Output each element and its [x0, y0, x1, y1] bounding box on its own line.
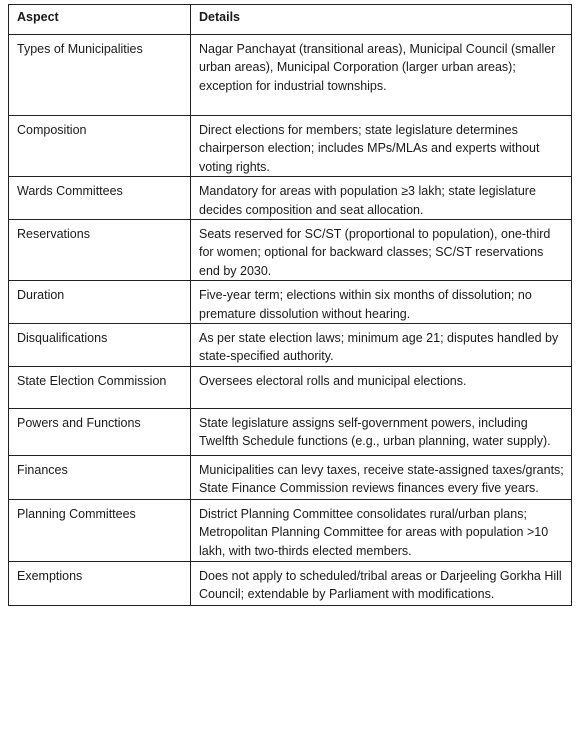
aspect-cell: Exemptions	[9, 561, 191, 605]
table-row	[9, 499, 572, 561]
details-cell: As per state election laws; minimum age 21; disputes handled by state-specified authority.	[191, 324, 572, 367]
aspect-cell: State Election Commission	[9, 366, 191, 408]
table-row	[9, 324, 572, 367]
table-row	[9, 455, 572, 499]
table-row	[9, 177, 572, 220]
aspect-cell: Finances	[9, 455, 191, 499]
details-cell: Oversees electoral rolls and municipal elections.	[191, 366, 572, 408]
aspect-cell: Types of Municipalities	[9, 35, 191, 116]
municipalities-table	[8, 4, 572, 606]
aspect-cell: Reservations	[9, 220, 191, 281]
details-cell: Nagar Panchayat (transitional areas), Municipal Council (smaller urban areas), Municipal Corporation (larger urban areas); exception for industrial townships.	[191, 35, 572, 116]
details-cell: Mandatory for areas with population ≥3 lakh; state legislature decides composition and seat allocation.	[191, 177, 572, 220]
table-row	[9, 366, 572, 408]
table-row	[9, 408, 572, 455]
details-cell: Seats reserved for SC/ST (proportional to population), one-third for women; optional for backward classes; SC/ST reservations end by 2030.	[191, 220, 572, 281]
aspect-cell: Duration	[9, 281, 191, 324]
aspect-cell: Wards Committees	[9, 177, 191, 220]
details-cell: Municipalities can levy taxes, receive state-assigned taxes/grants; State Finance Commission reviews finances every five years.	[191, 455, 572, 499]
details-cell: Does not apply to scheduled/tribal areas or Darjeeling Gorkha Hill Council; extendable by Parliament with modifications.	[191, 561, 572, 605]
table-row	[9, 561, 572, 605]
table-row	[9, 35, 572, 116]
aspect-cell: Disqualifications	[9, 324, 191, 367]
details-cell: Direct elections for members; state legislature determines chairperson election; includes MPs/MLAs and experts without voting rights.	[191, 116, 572, 177]
aspect-cell: Composition	[9, 116, 191, 177]
aspect-cell: Powers and Functions	[9, 408, 191, 455]
table-row	[9, 281, 572, 324]
aspect-cell: Planning Committees	[9, 499, 191, 561]
table-row	[9, 116, 572, 177]
header-aspect: Aspect	[9, 5, 191, 35]
details-cell: Five-year term; elections within six months of dissolution; no premature dissolution without hearing.	[191, 281, 572, 324]
header-details: Details	[191, 5, 572, 35]
table-row	[9, 220, 572, 281]
header-row	[9, 5, 572, 35]
details-cell: District Planning Committee consolidates rural/urban plans; Metropolitan Planning Committee for areas with population >10 lakh, with two-thirds elected members.	[191, 499, 572, 561]
details-cell: State legislature assigns self-government powers, including Twelfth Schedule functions (e.g., urban planning, water supply).	[191, 408, 572, 455]
